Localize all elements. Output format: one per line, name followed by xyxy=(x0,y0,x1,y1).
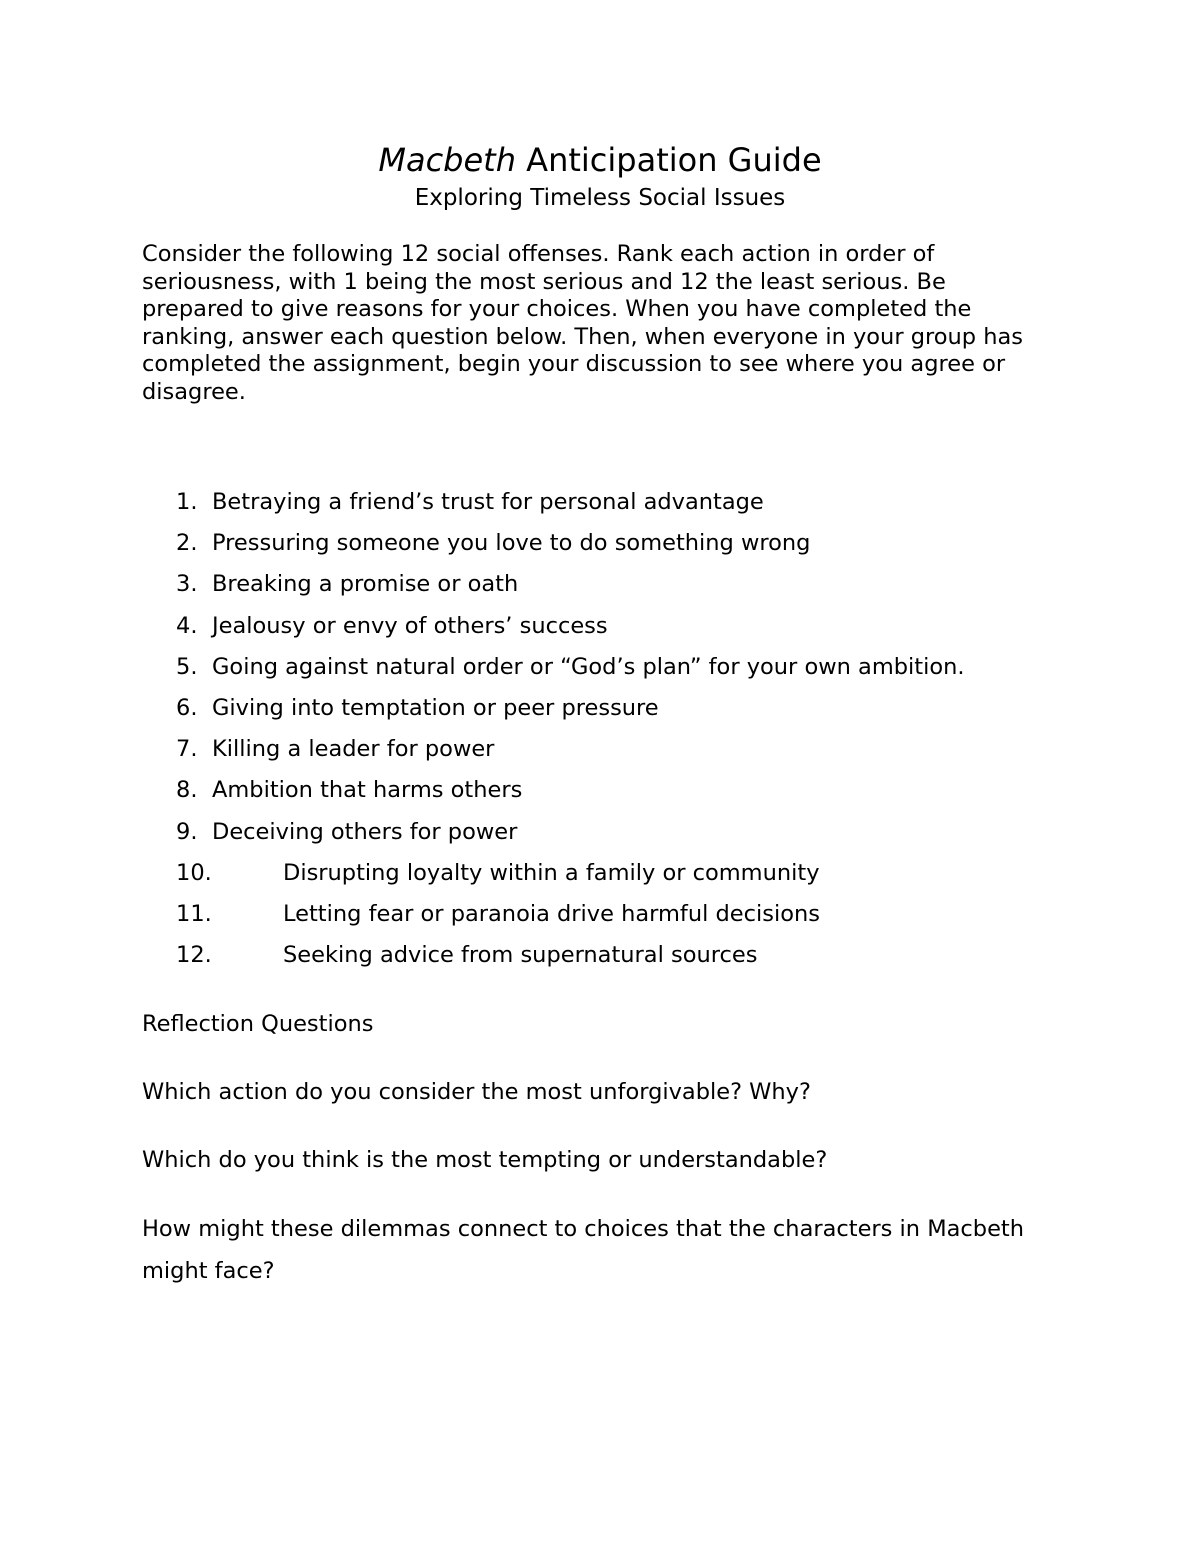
document-subtitle: Exploring Timeless Social Issues xyxy=(414,185,786,211)
title-rest: Anticipation Guide xyxy=(516,141,822,179)
offense-item xyxy=(0,853,1200,894)
offense-text: Ambition that harms others xyxy=(212,777,523,804)
offense-item xyxy=(0,523,1200,564)
document-title xyxy=(0,138,1200,182)
offense-item xyxy=(0,729,1200,770)
offense-item xyxy=(0,935,1200,976)
offense-number: 7. xyxy=(176,736,198,763)
offense-item xyxy=(0,647,1200,688)
reflection-question: Which do you think is the most tempting or understandable? xyxy=(142,1147,828,1173)
reflection-heading: Reflection Questions xyxy=(142,1011,374,1037)
offense-item xyxy=(0,482,1200,523)
offense-text: Giving into temptation or peer pressure xyxy=(212,694,659,721)
offense-text: Letting fear or paranoia drive harmful decisions xyxy=(283,900,820,927)
offense-number: 2. xyxy=(176,530,198,557)
offense-text: Betraying a friend’s trust for personal advantage xyxy=(212,489,764,515)
offense-number: 3. xyxy=(176,571,198,598)
offense-text: Breaking a promise or oath xyxy=(212,571,519,598)
offense-number: 12. xyxy=(176,942,212,969)
offense-number: 8. xyxy=(176,777,198,804)
offense-item xyxy=(0,894,1200,935)
offense-item xyxy=(0,770,1200,811)
offense-text: Seeking advice from supernatural sources xyxy=(283,942,758,969)
offense-item xyxy=(0,564,1200,605)
offense-text: Disrupting loyalty within a family or community xyxy=(283,859,820,886)
offense-number: 1. xyxy=(176,489,198,515)
reflection-question: How might these dilemmas connect to choices that the characters in Macbeth might face? xyxy=(142,1216,1024,1284)
offense-text: Going against natural order or “God’s plan” for your own ambition. xyxy=(212,653,965,680)
offense-text: Jealousy or envy of others’ success xyxy=(212,612,608,639)
offense-number: 4. xyxy=(176,612,198,639)
offense-text: Pressuring someone you love to do something wrong xyxy=(212,530,811,557)
offense-number: 10. xyxy=(176,859,212,886)
intro-paragraph: Consider the following 12 social offenses. Rank each action in order of seriousness, with 1 being the most serious and 12 the least serious. Be prepared to give reasons for your choices. When you have completed the ranking, answer each question below. Then, when everyone in your group has completed the assignment, begin your discussion to see where you agree or disagree. xyxy=(142,241,1023,405)
offense-list xyxy=(0,482,1200,976)
offense-item xyxy=(0,688,1200,729)
offense-number: 5. xyxy=(176,653,198,680)
title-play-name: Macbeth xyxy=(378,141,516,179)
offense-text: Killing a leader for power xyxy=(212,736,495,763)
offense-text: Deceiving others for power xyxy=(212,818,518,845)
offense-number: 9. xyxy=(176,818,198,845)
offense-item xyxy=(0,606,1200,647)
offense-number: 11. xyxy=(176,900,212,927)
reflection-question: Which action do you consider the most unforgivable? Why? xyxy=(142,1079,811,1105)
offense-number: 6. xyxy=(176,694,198,721)
offense-item xyxy=(0,812,1200,853)
